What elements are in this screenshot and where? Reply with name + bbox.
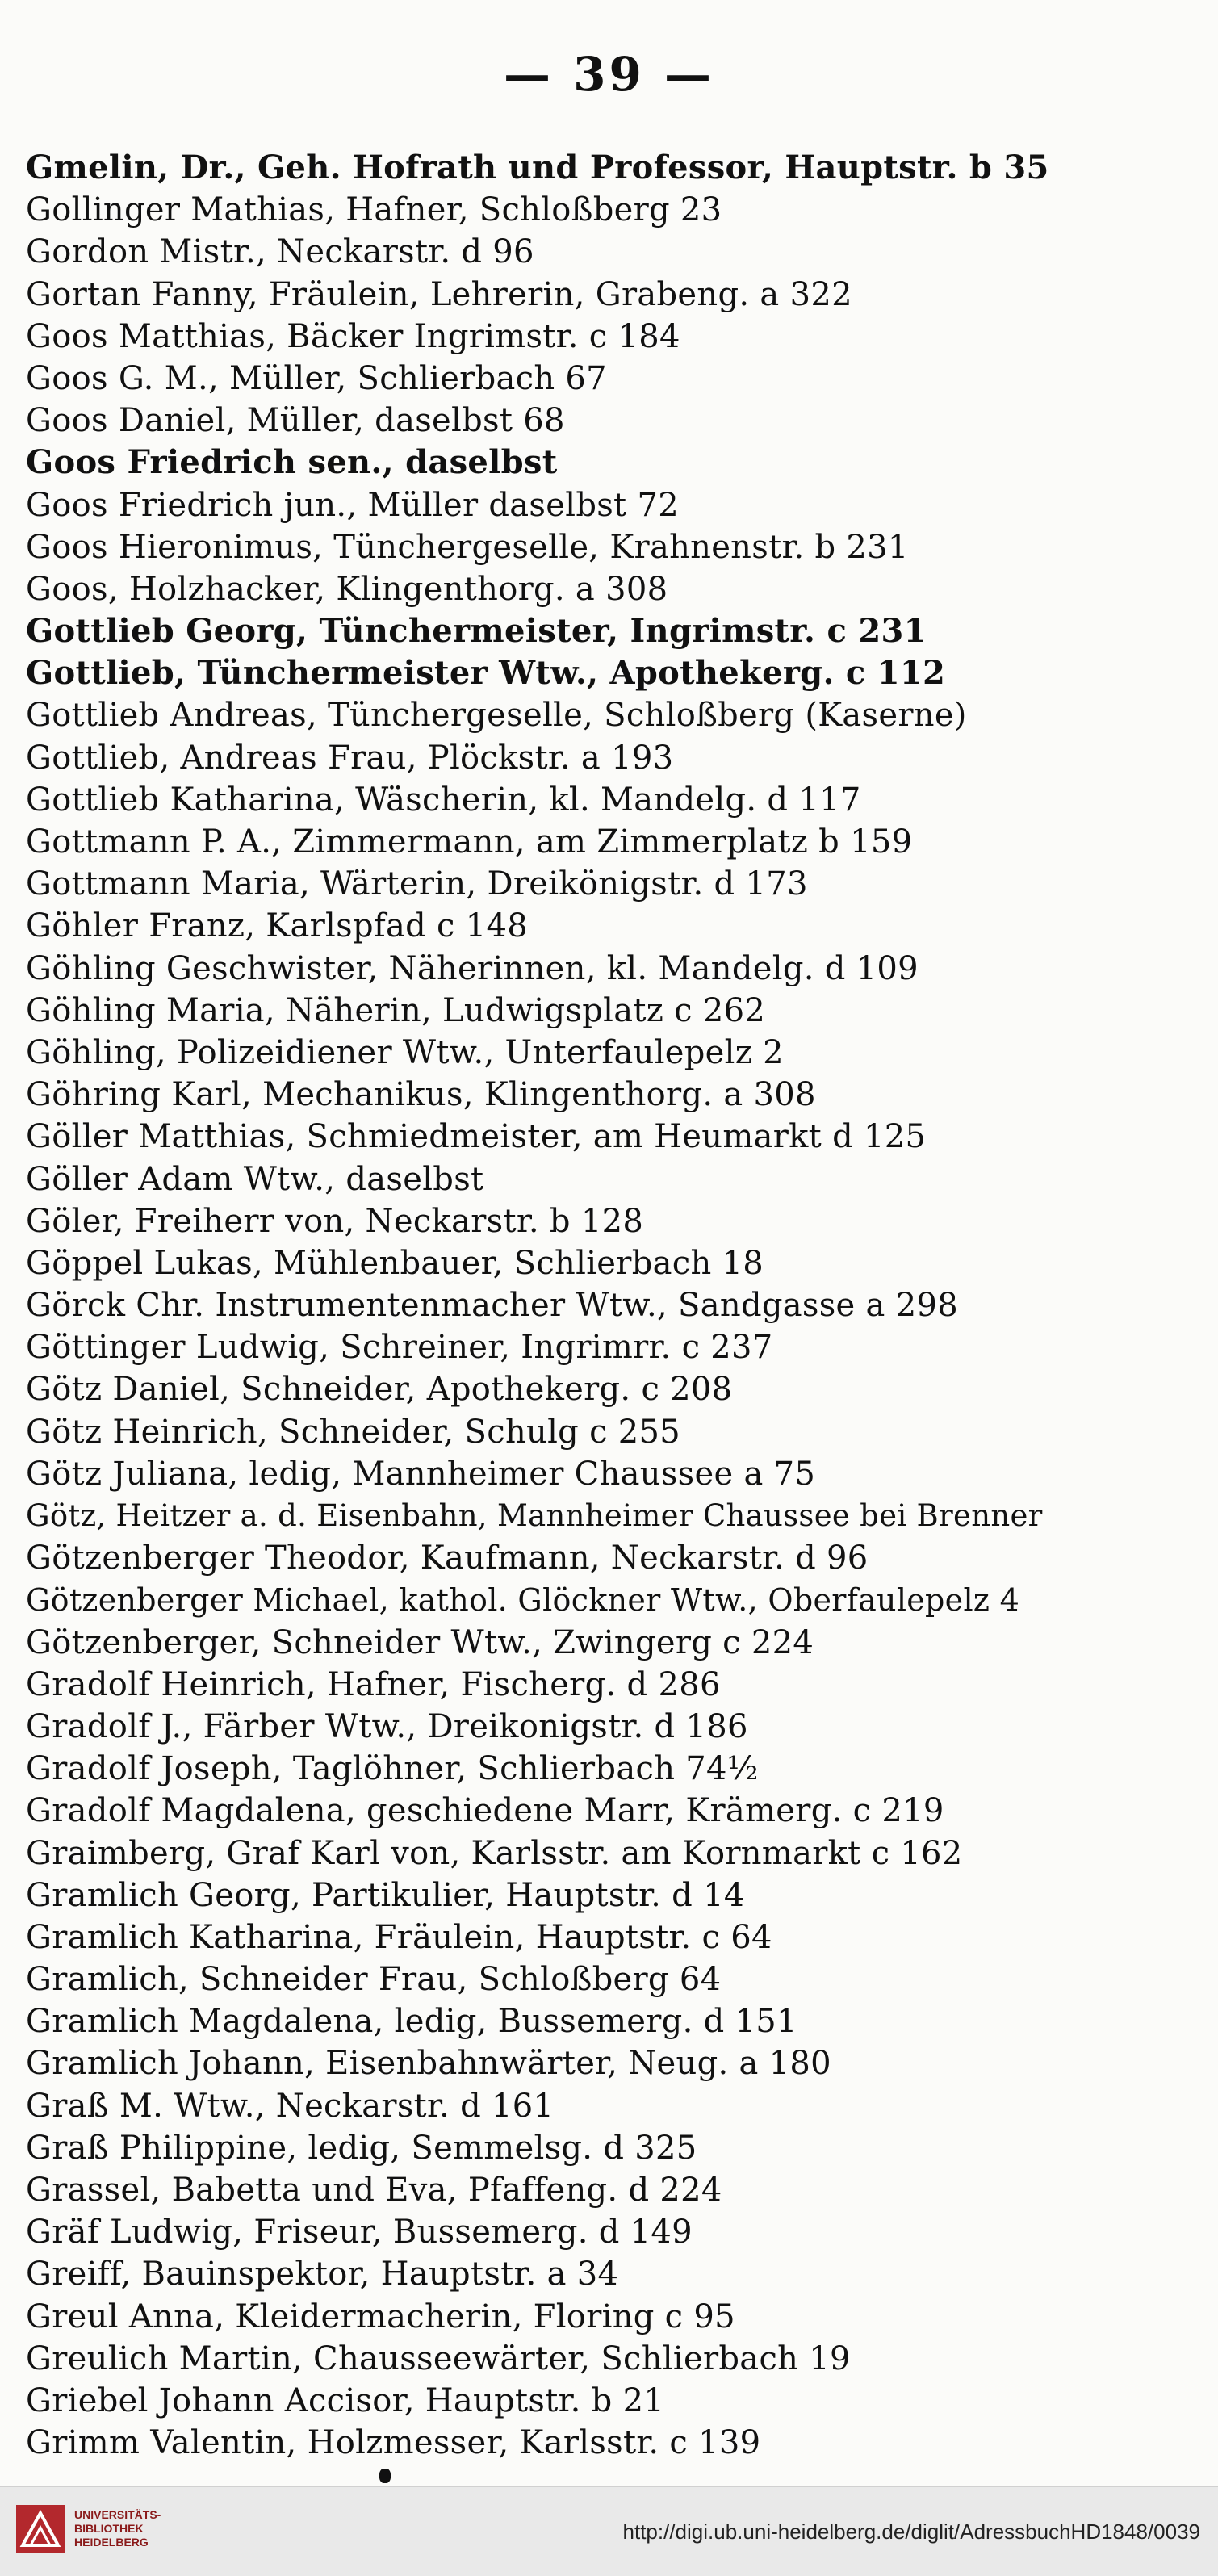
directory-entry: Gollinger Mathias, Hafner, Schloßberg 23 [26,191,722,229]
directory-entry: Göhling Maria, Näherin, Ludwigsplatz c 262 [26,991,766,1029]
directory-entry: Götzenberger Michael, kathol. Glöckner Wtw., Oberfaulepelz 4 [26,1582,1020,1619]
directory-entry: Götz Heinrich, Schneider, Schulg c 255 [26,1413,681,1451]
directory-entry: Gradolf Magdalena, geschiedene Marr, Krämerg. c 219 [26,1792,944,1830]
ink-mark [379,2469,391,2483]
directory-entry: Greulich Martin, Chausseewärter, Schlierbach 19 [26,2339,851,2377]
directory-entry: Göler, Freiherr von, Neckarstr. b 128 [26,1202,644,1240]
directory-entry: Graß Philippine, ledig, Semmelsg. d 325 [26,2129,697,2167]
logo-line: HEIDELBERG [74,2536,149,2549]
source-url-link[interactable]: http://digi.ub.uni-heidelberg.de/diglit/AdressbuchHD1848/0039 [622,2519,1200,2544]
directory-entry: Götz Juliana, ledig, Mannheimer Chaussee a 75 [26,1455,816,1493]
directory-entry: Gradolf Heinrich, Hafner, Fischerg. d 286 [26,1665,721,1703]
page-number: — 39 — [503,47,715,102]
library-logo-text[interactable] [74,2508,161,2549]
directory-entry: Gortan Fanny, Fräulein, Lehrerin, Grabeng. a 322 [26,275,852,313]
directory-entry: Greul Anna, Kleidermacherin, Floring c 95 [26,2297,735,2335]
directory-entry: Goos Friedrich sen., daselbst [26,443,558,482]
directory-entry: Gordon Mistr., Neckarstr. d 96 [26,233,534,271]
directory-entry: Göhling, Polizeidiener Wtw., Unterfaulepelz 2 [26,1033,784,1071]
directory-entry: Goos Hieronimus, Tünchergeselle, Krahnenstr. b 231 [26,528,909,566]
directory-entry: Goos Daniel, Müller, daselbst 68 [26,402,565,440]
directory-entry: Göhler Franz, Karlspfad c 148 [26,907,529,945]
directory-entry: Gramlich Magdalena, ledig, Bussemerg. d 151 [26,2003,797,2041]
directory-entry: Gottlieb Georg, Tünchermeister, Ingrimstr. c 231 [26,612,927,651]
directory-entry: Gramlich Georg, Partikulier, Hauptstr. d 14 [26,1876,745,1914]
logo-line: BIBLIOTHEK [74,2522,144,2535]
directory-entry: Graimberg, Graf Karl von, Karlsstr. am Kornmarkt c 162 [26,1834,963,1872]
directory-entry: Graß M. Wtw., Neckarstr. d 161 [26,2087,555,2125]
directory-entry: Görck Chr. Instrumentenmacher Wtw., Sandgasse a 298 [26,1287,958,1325]
directory-entry: Goos, Holzhacker, Klingenthorg. a 308 [26,570,668,608]
directory-entry: Göller Matthias, Schmiedmeister, am Heumarkt d 125 [26,1118,927,1156]
directory-entry: Gottlieb Katharina, Wäscherin, kl. Mandelg. d 117 [26,781,861,819]
directory-entry: Gottlieb Andreas, Tünchergeselle, Schloßberg (Kaserne) [26,697,967,735]
directory-entry: Göller Adam Wtw., daselbst [26,1160,484,1198]
directory-entry: Grassel, Babetta und Eva, Pfaffeng. d 224 [26,2172,722,2209]
directory-entry: Grimm Valentin, Holzmesser, Karlsstr. c 139 [26,2424,761,2462]
directory-entry: Greiff, Bauinspektor, Hauptstr. a 34 [26,2256,619,2293]
directory-entry: Goos G. M., Müller, Schlierbach 67 [26,359,607,397]
directory-entry: Götz Daniel, Schneider, Apothekerg. c 208 [26,1371,733,1409]
directory-entry: Gottlieb, Tünchermeister Wtw., Apothekerg. c 112 [26,654,946,693]
directory-entry: Göttinger Ludwig, Schreiner, Ingrimrr. c 237 [26,1329,773,1367]
directory-entry: Gramlich Katharina, Fräulein, Hauptstr. c 64 [26,1918,772,1956]
directory-entry: Göhling Geschwister, Näherinnen, kl. Mandelg. d 109 [26,949,919,987]
viewer-footer [0,2486,1218,2576]
directory-entry: Griebel Johann Accisor, Hauptstr. b 21 [26,2381,665,2419]
directory-entry: Götzenberger Theodor, Kaufmann, Neckarstr. d 96 [26,1539,869,1577]
directory-entry: Goos Matthias, Bäcker Ingrimstr. c 184 [26,317,680,355]
directory-entry: Göppel Lukas, Mühlenbauer, Schlierbach 18 [26,1244,764,1282]
university-seal-icon[interactable] [15,2503,66,2555]
directory-entry: Gottlieb, Andreas Frau, Plöckstr. a 193 [26,739,674,777]
directory-entry: Götz, Heitzer a. d. Eisenbahn, Mannheimer Chaussee bei Brenner [26,1498,1043,1533]
directory-entry: Gmelin, Dr., Geh. Hofrath und Professor, Hauptstr. b 35 [26,149,1049,186]
directory-entry: Gramlich, Schneider Frau, Schloßberg 64 [26,1961,722,1999]
directory-entry: Gräf Ludwig, Friseur, Bussemerg. d 149 [26,2214,693,2251]
directory-entry: Gradolf Joseph, Taglöhner, Schlierbach 74½ [26,1750,759,1788]
directory-entry: Gramlich Johann, Eisenbahnwärter, Neug. a 180 [26,2045,831,2083]
directory-entry: Gottmann Maria, Wärterin, Dreikönigstr. d 173 [26,865,808,903]
directory-entries [26,147,1204,2464]
directory-entry: Goos Friedrich jun., Müller daselbst 72 [26,486,679,524]
directory-entry: Götzenberger, Schneider Wtw., Zwingerg c 224 [26,1623,814,1661]
directory-entry: Göhring Karl, Mechanikus, Klingenthorg. a 308 [26,1076,816,1114]
directory-entry: Gottmann P. A., Zimmermann, am Zimmerplatz b 159 [26,823,913,861]
directory-entry: Gradolf J., Färber Wtw., Dreikonigstr. d 186 [26,1707,748,1745]
logo-line: UNIVERSITÄTS- [74,2508,161,2521]
